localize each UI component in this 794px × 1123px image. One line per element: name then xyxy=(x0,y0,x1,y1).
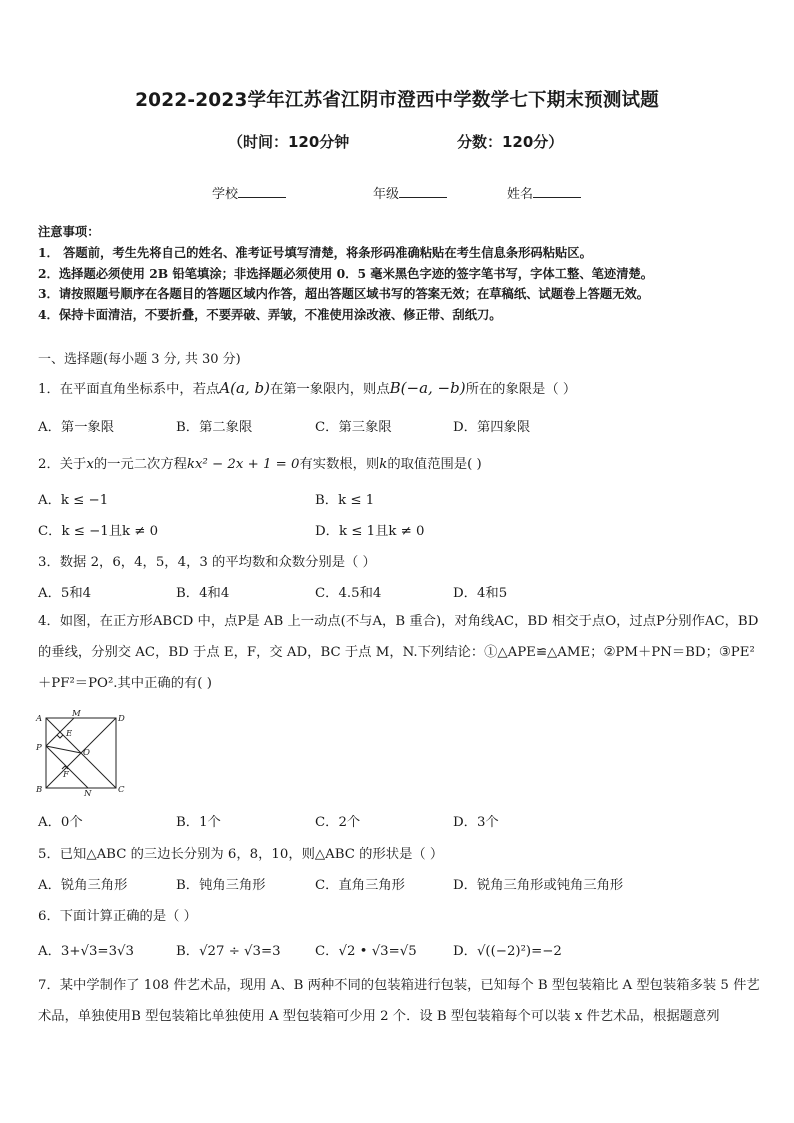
q2-mid: 的一元二次方程 xyxy=(93,457,187,472)
grade-blank xyxy=(399,185,447,198)
q1-option-d: D．第四象限 xyxy=(453,420,531,435)
q3-option-b: B．4和4 xyxy=(176,586,230,601)
fig-label-a: A xyxy=(36,714,43,724)
q2-option-b: B．k ≤ 1 xyxy=(315,493,375,508)
page-title: 2022-2023学年江苏省江阴市澄西中学数学七下期末预测试题 xyxy=(135,90,659,111)
q2-post: 的取值范围是( ) xyxy=(387,457,482,472)
notes-block xyxy=(38,222,768,326)
question-1 xyxy=(38,378,576,397)
q6-option-d: D．√((−2)²)=−2 xyxy=(453,944,562,959)
fig-label-d: D xyxy=(118,714,125,724)
name-field xyxy=(507,183,581,202)
q5-option-d: D．锐角三角形或钝角三角形 xyxy=(453,878,624,893)
q4-option-a: A．0个 xyxy=(38,815,83,830)
q2-option-c: C．k ≤ −1且k ≠ 0 xyxy=(38,524,159,539)
grade-label: 年级 xyxy=(373,187,400,202)
q2-var: x xyxy=(86,457,94,472)
name-blank xyxy=(533,185,581,198)
section-heading: 一、选择题(每小题 3 分, 共 30 分) xyxy=(38,352,241,367)
q1-point-b: B(−a, −b) xyxy=(389,379,466,397)
question-7: 7．某中学制作了 108 件艺术品，现用 A、B 两种不同的包装箱进行包装，已知每个 B 型包装箱比 A 型包装箱多装 5 件艺术品，单独使用B 型包装箱比单独使用 A 型包装箱可少用 2 个．设 B 型包装箱每个可以装 x 件艺术品，根据题意列 xyxy=(38,978,760,1024)
q1-point-a: A(a, b) xyxy=(219,379,270,397)
fig-label-e: E xyxy=(66,729,73,739)
q4-option-c: C．2个 xyxy=(315,815,361,830)
q2-mid2: 有实数根，则 xyxy=(299,457,380,472)
q5-option-a: A．锐角三角形 xyxy=(38,878,128,893)
q1-post: 所在的象限是（ ） xyxy=(465,382,577,397)
q2-equation: kx² − 2x + 1 = 0 xyxy=(186,457,300,472)
fig-label-p: P xyxy=(36,743,42,753)
notes-heading: 注意事项： xyxy=(38,224,100,239)
q2-option-a: A．k ≤ −1 xyxy=(38,493,109,508)
note-item: 3．请按照题号顺序在各题目的答题区域内作答，超出答题区域书写的答案无效；在草稿纸、试题卷上答题无效。 xyxy=(38,286,650,302)
fig-label-n: N xyxy=(84,789,92,796)
school-field xyxy=(212,183,286,202)
question-4: 4．如图，在正方形ABCD 中，点P是 AB 上一动点(不与A，B 重合)，对角线AC，BD 相交于点O，过点P分别作AC，BD 的垂线，分别交 AC，BD 于点 E，F，交 AD，BC 于点 M，N.下列结论：①△APE≌△AME；②PM＋PN＝BD；③PE²＋PF²＝PO².其中正确的有( ) xyxy=(38,614,759,691)
q2-option-d: D．k ≤ 1且k ≠ 0 xyxy=(315,524,425,539)
grade-field xyxy=(373,183,447,202)
note-item: 2．选择题必须使用 2B 铅笔填涂；非选择题必须使用 0．5 毫米黑色字迹的签字笔书写，字体工整、笔迹清楚。 xyxy=(38,265,654,281)
q6-option-b: B．√27 ÷ √3=3 xyxy=(176,944,281,959)
fig-label-f: F xyxy=(63,770,69,780)
question-5: 5．已知△ABC 的三边长分别为 6，8，10，则△ABC 的形状是（ ） xyxy=(38,847,444,862)
fig-label-c: C xyxy=(118,785,125,795)
q5-option-b: B．钝角三角形 xyxy=(176,878,266,893)
q4-option-d: D．3个 xyxy=(453,815,499,830)
fig-label-m: M xyxy=(72,710,81,719)
q4-option-b: B．1个 xyxy=(176,815,221,830)
q6-option-c: C．√2 • √3=√5 xyxy=(315,944,417,959)
q1-option-b: B．第二象限 xyxy=(176,420,253,435)
square-figure xyxy=(34,710,130,796)
q1-mid: 在第一象限内，则点 xyxy=(269,382,390,397)
fig-label-b: B xyxy=(36,785,43,795)
question-3: 3．数据 2，6，4，5，4，3 的平均数和众数分别是（ ） xyxy=(38,555,376,570)
q3-option-d: D．4和5 xyxy=(453,586,508,601)
question-2 xyxy=(38,453,482,472)
q1-pre: 1．在平面直角坐标系中，若点 xyxy=(38,382,220,397)
right-angle-e xyxy=(57,735,63,738)
question-6: 6．下面计算正确的是（ ） xyxy=(38,909,197,924)
fig-label-o: O xyxy=(83,748,90,758)
q3-option-c: C．4.5和4 xyxy=(315,586,382,601)
q2-pre: 2．关于 xyxy=(38,457,87,472)
q5-option-c: C．直角三角形 xyxy=(315,878,405,893)
note-item: 4．保持卡面清洁，不要折叠，不要弄破、弄皱，不准使用涂改液、修正带、刮纸刀。 xyxy=(38,307,502,323)
exam-time: （时间：120分钟 xyxy=(228,133,350,151)
q1-option-a: A．第一象限 xyxy=(38,420,115,435)
note-item: 1． 答题前，考生先将自己的姓名、准考证号填写清楚，将条形码准确粘贴在考生信息条形码粘贴区。 xyxy=(38,244,592,260)
q2-k: k xyxy=(379,457,388,472)
q6-option-a: A．3+√3=3√3 xyxy=(38,944,134,959)
q3-option-a: A．5和4 xyxy=(38,586,92,601)
school-label: 学校 xyxy=(212,187,239,202)
q1-option-c: C．第三象限 xyxy=(315,420,392,435)
name-label: 姓名 xyxy=(507,187,534,202)
exam-score: 分数：120分） xyxy=(457,133,564,151)
school-blank xyxy=(238,185,286,198)
